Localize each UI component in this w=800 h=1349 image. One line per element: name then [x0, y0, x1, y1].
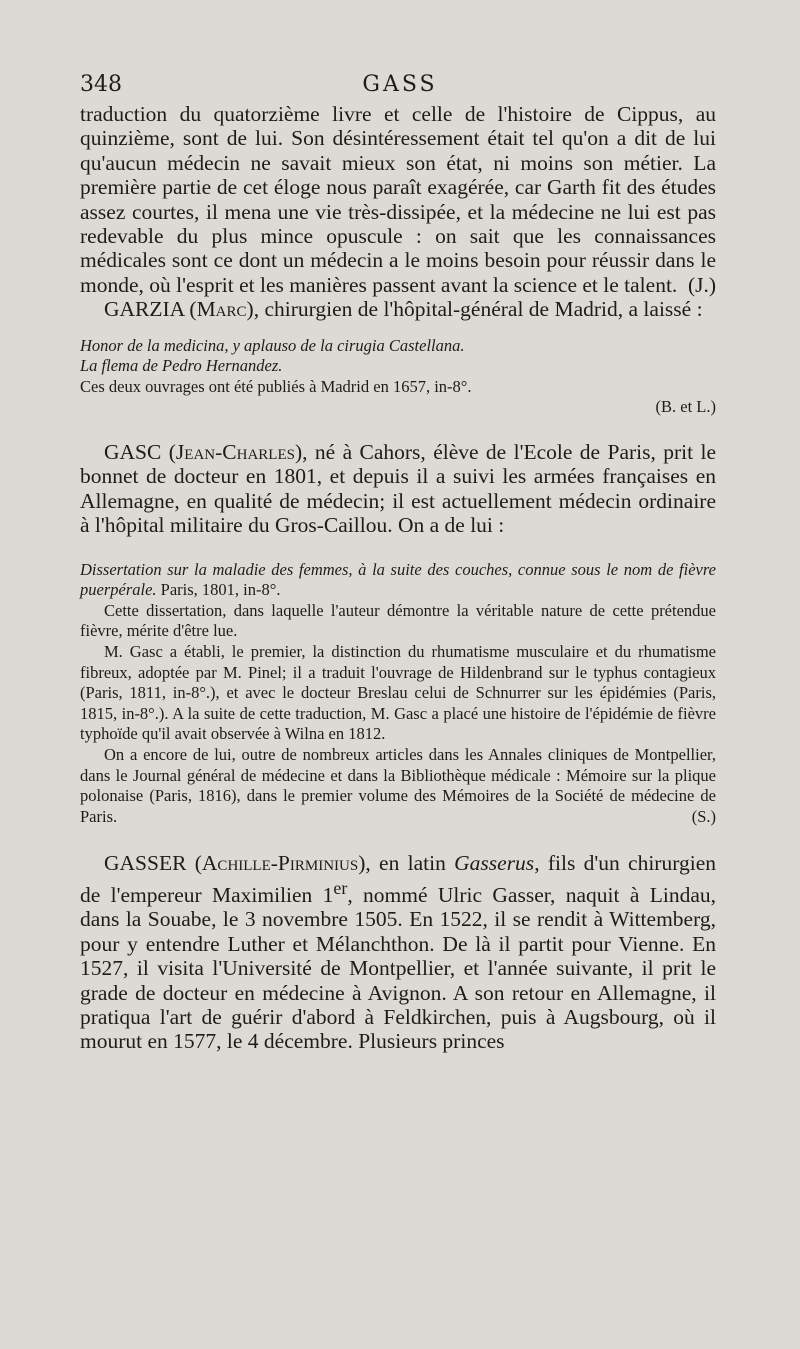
entry-gasser: [80, 851, 716, 1053]
garzia-text: , chirurgien de l'hôpital-général de Madrid, a laissé :: [253, 297, 703, 322]
signature-j: (J.): [687, 272, 716, 297]
garth-text: traduction du quatorzième livre et celle de l'histoire de Cippus, au quinzième, sont de lui. Son désintéressement était tel qu'on a dit de lui qu'aucun médecin ne savait mieux son état, ni moins son métier. La première partie de cet éloge nous paraît exagérée, car Garth fit des études assez courtes, il mena une vie très-dissipée, et la médecine ne lui est pas redevable du plus mince opuscule : on sait que les connaissances médicales sont ce dont un médecin a le moins besoin pour réussir dans le monde, où l'esprit et les manières passent avant la science et le talent.: [80, 102, 716, 297]
garth-continuation: [80, 102, 716, 297]
gasser-forename: (Achille-Pirminius): [194, 851, 366, 876]
gasser-text-c: , nommé Ulric Gasser, naquit à Lindau, dans la Souabe, le 3 novembre 1505. En 1522, il se rendit à Wittemberg, pour y entendre Luther et Mélanchthon. De là il partit pour Vienne. En 1527, il visita l'Université de Montpellier, et l'année suivante, il prit le grade de docteur en médecine à Avignon. A son retour en Allemagne, il pratiqua l'art de guérir d'abord à Feldkirchen, puis à Augsbourg, où il mourut en 1577, le 4 décembre. Plusieurs princes: [80, 882, 716, 1054]
running-head: GASS: [362, 72, 438, 97]
gasser-latin-name: Gasserus: [454, 851, 535, 876]
page-body: [80, 102, 716, 1054]
gasc-work-imprint: Paris, 1801, in-8°.: [156, 580, 281, 600]
gasc-note-3: [80, 745, 716, 827]
entry-garzia: [80, 297, 716, 321]
entry-gasc: [80, 440, 716, 538]
gasser-text-a: , en latin: [365, 851, 455, 876]
signature-s: (S.): [691, 806, 716, 826]
garzia-note: Ces deux ouvrages ont été publiés à Madrid en 1657, in-8°.: [80, 376, 472, 396]
gasc-text: , né à Cahors, élève de l'Ecole de Paris, prit le bonnet de docteur en 1801, et depuis il a suivi les armées françaises en Allemagne, en qualité de médecin; il est actuellement médecin ordinaire à l'hôpital militaire du Gros-Caillou. On a de lui :: [80, 440, 717, 538]
page-number: 348: [80, 72, 122, 97]
gasser-ordinal-sup: er: [333, 877, 348, 898]
gasc-note-3-text: On a encore de lui, outre de nombreux articles dans les Annales cliniques de Montpellier, dans le Journal général de médecine et dans la Bibliothèque médicale : Mémoire sur la plique polonaise (Paris, 1816), dans le premier volume des Mémoires de la Société de médecine de Paris.: [80, 745, 716, 826]
gasser-ordinal: 1: [322, 882, 334, 907]
gasser-name: GASSER: [104, 851, 187, 876]
garzia-forename: (Marc): [189, 297, 254, 322]
gasc-note-1: Cette dissertation, dans laquelle l'auteur démontre la véritable nature de cette prétendue fièvre, mérite d'être lue.: [80, 600, 716, 641]
gasc-work: [80, 560, 716, 601]
gasc-work-title: Dissertation sur la maladie des femmes, à la suite des couches, connue sous le nom de fièvre puerpérale.: [80, 559, 716, 600]
gasc-note-2: M. Gasc a établi, le premier, la distinction du rhumatisme musculaire et du rhumatisme fibreux, adoptée par M. Pinel; il a traduit l'ouvrage de Hildenbrand sur le typhus contagieux (Paris, 1811, in-8°.), et avec le docteur Breslau celui de Schnurrer sur les épidémies (Paris, 1815, in-8°.). A la suite de cette traduction, M. Gasc a placé une histoire de l'épidémie de fièvre typhoïde qu'il avait observée à Wilna en 1812.: [80, 642, 716, 744]
garzia-work-1: Honor de la medicina, y aplauso de la cirugia Castellana.: [80, 335, 465, 355]
gasc-forename: (Jean-Charles): [168, 440, 303, 465]
garzia-work-2: La flema de Pedro Hernandez.: [80, 356, 283, 376]
page-header: [80, 72, 720, 102]
gasc-name: GASC: [104, 440, 162, 465]
signature-b-et-l: (B. et L.): [655, 397, 716, 417]
gasser-text-b: , fils d'un chirurgien de l'empereur Maximilien: [80, 851, 717, 907]
garzia-name: GARZIA: [104, 297, 185, 322]
